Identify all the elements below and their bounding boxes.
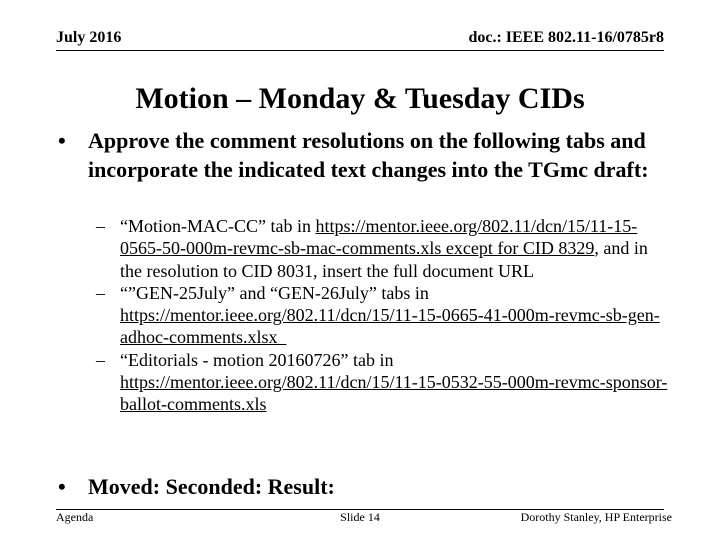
sub-item-editorials-link[interactable]: https://mentor.ieee.org/802.11/dcn/15/11-15-0532-55-000m-revmc-sponsor-ballot-comments.xls bbox=[120, 372, 668, 415]
sub-item-gen-prefix: “”GEN-25July” and “GEN-26July” tabs in bbox=[120, 282, 429, 303]
dash-marker: – bbox=[96, 349, 105, 370]
sub-item-gen-link-trail bbox=[277, 327, 286, 347]
sub-list bbox=[96, 215, 668, 416]
sub-item-mac-link[interactable]: https://mentor.ieee.org/802.11/dcn/15/11-15-0565-50-000m-revmc-sb-mac-comments.xls except for CID 8329 bbox=[120, 216, 638, 259]
sub-item-mac-prefix: “Motion-MAC-CC” tab in bbox=[120, 216, 316, 236]
sub-item-gen-link[interactable]: https://mentor.ieee.org/802.11/dcn/15/11-15-0665-41-000m-revmc-sb-gen-adhoc-comments.xlsx bbox=[120, 305, 660, 348]
sub-item-editorials-prefix: “Editorials - motion 20160726” tab in bbox=[120, 349, 394, 370]
bullet-result-text: Moved: Seconded: Result: bbox=[88, 474, 335, 499]
footer-slide-number: Slide 14 bbox=[340, 510, 380, 524]
footer-author: Dorothy Stanley, HP Enterprise bbox=[520, 510, 672, 524]
sub-item-mac bbox=[96, 215, 668, 282]
bullet-dot: • bbox=[58, 128, 66, 153]
dash-marker: – bbox=[96, 216, 105, 236]
dash-marker: – bbox=[96, 282, 105, 303]
bullet-approve-text: Approve the comment resolutions on the following tabs and incorporate the indicated text changes into the TGmc draft: bbox=[88, 128, 649, 182]
bullet-dot: • bbox=[58, 474, 66, 499]
sub-item-mac-suffix: , and in the resolution to CID 8031, insert the full document URL bbox=[120, 238, 648, 281]
footer-section: Agenda bbox=[56, 510, 94, 524]
bullet-result bbox=[58, 472, 678, 501]
header-doc-id: doc.: IEEE 802.11-16/0785r8 bbox=[468, 29, 664, 46]
slide-title: Motion – Monday & Tuesday CIDs bbox=[135, 82, 585, 115]
header-date: July 2016 bbox=[56, 29, 122, 46]
sub-item-editorials bbox=[96, 349, 668, 416]
bullet-approve bbox=[58, 126, 678, 184]
sub-item-gen bbox=[96, 282, 668, 349]
header-divider bbox=[56, 50, 664, 51]
